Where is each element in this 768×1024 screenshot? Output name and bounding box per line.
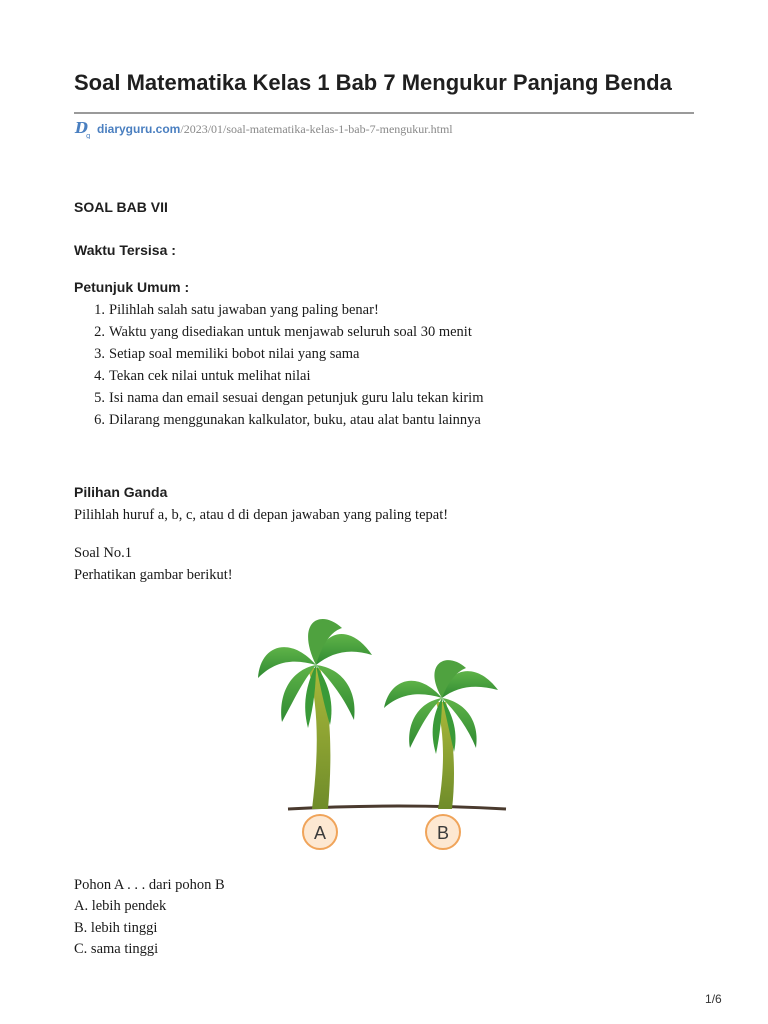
question-prompt: Perhatikan gambar berikut!: [74, 567, 233, 583]
list-item-number: 3.: [94, 346, 105, 362]
instructions-heading: Petunjuk Umum :: [74, 279, 190, 295]
question-number: Soal No.1: [74, 545, 132, 561]
list-item: [74, 409, 483, 431]
list-item-number: 2.: [94, 324, 105, 340]
svg-text:D: D: [75, 119, 89, 137]
diaryguru-logo-icon: [74, 119, 94, 139]
list-item: [74, 365, 483, 387]
source-link[interactable]: [74, 118, 453, 140]
multiple-choice-instruction: Pilihlah huruf a, b, c, atau d di depan jawaban yang paling tepat!: [74, 507, 449, 523]
list-item-text: Pilihlah salah satu jawaban yang paling benar!: [109, 302, 379, 318]
list-item-number: 5.: [94, 390, 105, 406]
list-item-number: 1.: [94, 302, 105, 318]
list-item: [74, 299, 483, 321]
tree-b-badge: [426, 815, 460, 849]
list-item-text: Waktu yang disediakan untuk menjawab seluruh soal 30 menit: [109, 324, 472, 340]
title-divider: [74, 112, 694, 114]
source-path[interactable]: /2023/01/soal-matematika-kelas-1-bab-7-mengukur.html: [180, 121, 453, 136]
palm-tree-a: [258, 619, 372, 809]
list-item-number: 4.: [94, 368, 105, 384]
list-item: [74, 321, 483, 343]
svg-text:g: g: [86, 132, 91, 139]
source-domain[interactable]: diaryguru.com: [97, 122, 181, 136]
page-number-current: 1: [705, 992, 712, 1006]
tree-a-badge: [303, 815, 337, 849]
list-item-text: Tekan cek nilai untuk melihat nilai: [109, 368, 311, 384]
list-item-number: 6.: [94, 412, 105, 428]
answer-option-b[interactable]: B. lebih tinggi: [74, 920, 158, 936]
time-remaining-label: Waktu Tersisa :: [74, 242, 176, 258]
tree-b-label: B: [436, 823, 450, 843]
list-item-text: Isi nama dan email sesuai dengan petunjuk guru lalu tekan kirim: [109, 390, 484, 406]
page-title: Soal Matematika Kelas 1 Bab 7 Mengukur Panjang Benda: [74, 70, 672, 95]
tree-a-label: A: [313, 823, 327, 843]
instructions-list: [74, 299, 483, 431]
answer-option-a[interactable]: A. lebih pendek: [74, 898, 167, 914]
section-title: SOAL BAB VII: [74, 199, 168, 215]
page-number-total: /6: [711, 992, 722, 1006]
list-item-text: Dilarang menggunakan kalkulator, buku, atau alat bantu lainnya: [109, 412, 481, 428]
multiple-choice-heading: Pilihan Ganda: [74, 484, 168, 500]
palm-tree-b: [384, 660, 498, 809]
list-item: [74, 343, 483, 365]
list-item-text: Setiap soal memiliki bobot nilai yang sama: [109, 346, 360, 362]
question-stem: Pohon A . . . dari pohon B: [74, 877, 225, 893]
palm-trees-figure: [250, 610, 520, 855]
answer-option-c[interactable]: C. sama tinggi: [74, 941, 159, 957]
list-item: [74, 387, 483, 409]
page-number: [705, 992, 722, 1006]
